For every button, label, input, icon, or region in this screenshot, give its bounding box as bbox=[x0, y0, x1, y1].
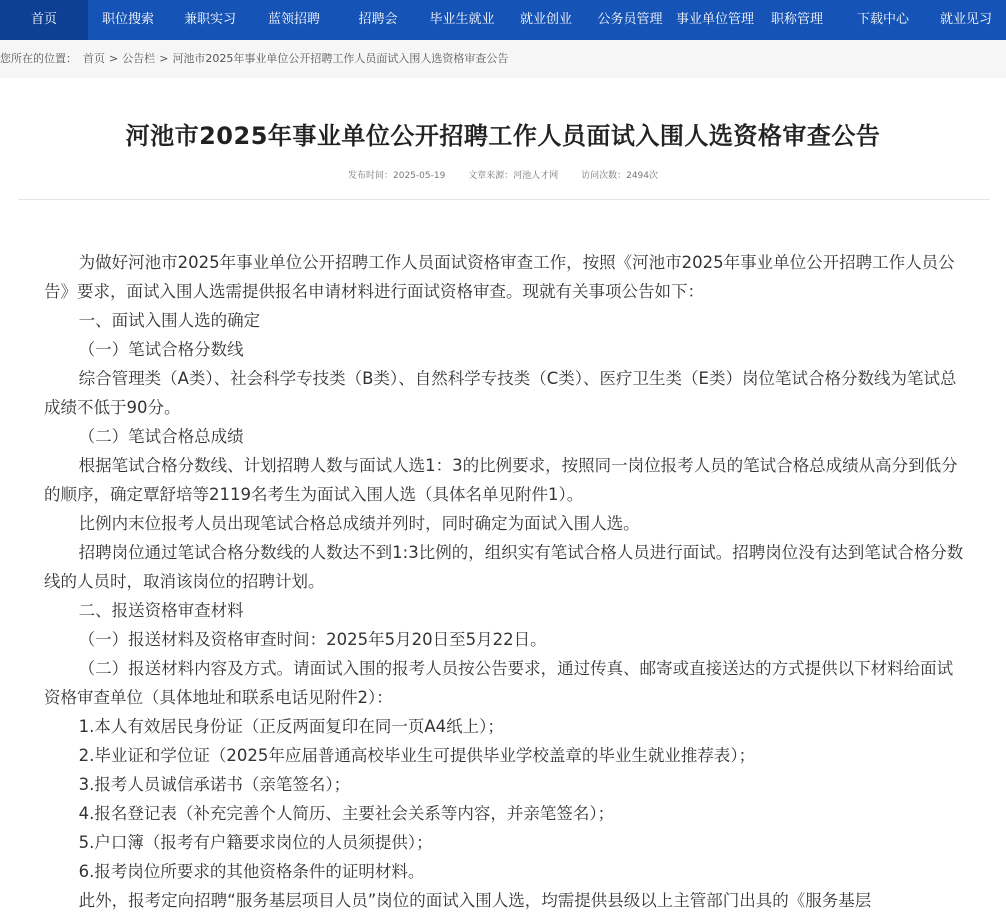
top-nav bbox=[0, 0, 1006, 40]
nav-item-blue-collar[interactable]: 蓝领招聘 bbox=[267, 12, 320, 27]
section-heading: 二、报送资格审查材料 bbox=[78, 601, 244, 620]
breadcrumb-current: 河池市2025年事业单位公开招聘工作人员面试入围人选资格审查公告 bbox=[172, 52, 509, 65]
material-list-item: 1.本人有效居民身份证（正反两面复印在同一页A4纸上）； bbox=[78, 717, 504, 736]
breadcrumb bbox=[0, 40, 1006, 78]
article-paragraph: （二）报送材料内容及方式。请面试入围的报考人员按公告要求，通过传真、邮寄或直接送达的方式提供以下材料给面试资格审查单位（具体地址和联系电话见附件2）： bbox=[44, 659, 954, 707]
visit-count-value: 2494次 bbox=[626, 171, 659, 181]
article-paragraph: 此外，报考定向招聘“服务基层项目人员”岗位的面试入围人选，均需提供县级以上主管部门出具的《服务基层 bbox=[78, 891, 872, 910]
nav-item-download-center[interactable]: 下载中心 bbox=[856, 12, 909, 27]
article-source-label: 文章来源： bbox=[468, 171, 514, 181]
article-content bbox=[44, 248, 968, 915]
breadcrumb-prefix: 您所在的位置： bbox=[0, 52, 77, 65]
publish-date-label: 发布时间： bbox=[347, 171, 393, 181]
visit-count-label: 访问次数： bbox=[581, 171, 627, 181]
nav-item-part-time[interactable]: 兼职实习 bbox=[183, 12, 236, 27]
breadcrumb-separator: > bbox=[109, 52, 119, 65]
article-meta bbox=[0, 168, 1006, 181]
subsection-heading: （二）笔试合格总成绩 bbox=[78, 427, 244, 446]
material-list-item: 6.报考岗位所要求的其他资格条件的证明材料。 bbox=[78, 862, 425, 881]
article-paragraph: 为做好河池市2025年事业单位公开招聘工作人员面试资格审查工作，按照《河池市2025年事业单位公开招聘工作人员公告》要求，面试入围人选需提供报名申请材料进行面试资格审查。现就有关事项公告如下： bbox=[44, 253, 955, 301]
article-paragraph: 根据笔试合格分数线、计划招聘人数与面试人选1：3的比例要求，按照同一岗位报考人员的笔试合格总成绩从高分到低分的顺序，确定覃舒培等2119名考生为面试入围人选（具体名单见附件1）。 bbox=[44, 456, 958, 504]
breadcrumb-section-link[interactable]: 公告栏 bbox=[122, 52, 156, 65]
nav-item-employment-entrepreneurship[interactable]: 就业创业 bbox=[519, 12, 572, 27]
nav-item-public-institution[interactable]: 事业单位管理 bbox=[675, 12, 754, 27]
material-list-item: 5.户口簿（报考有户籍要求岗位的人员须提供）； bbox=[78, 833, 433, 852]
publish-date bbox=[348, 171, 445, 181]
material-list-item: 2.毕业证和学位证（2025年应届普通高校毕业生可提供毕业学校盖章的毕业生就业推荐表）； bbox=[78, 746, 756, 765]
breadcrumb-separator: > bbox=[159, 52, 169, 65]
nav-item-job-fair[interactable]: 招聘会 bbox=[358, 12, 398, 27]
article-title: 河池市2025年事业单位公开招聘工作人员面试入围人选资格审查公告 bbox=[125, 122, 881, 150]
article-source bbox=[468, 171, 558, 181]
publish-date-value: 2025-05-19 bbox=[393, 171, 446, 181]
nav-item-civil-servant[interactable]: 公务员管理 bbox=[597, 12, 663, 27]
nav-item-graduate-employment[interactable]: 毕业生就业 bbox=[429, 12, 495, 27]
article-source-value: 河池人才网 bbox=[513, 171, 559, 181]
article-paragraph: 比例内末位报考人员出现笔试合格总成绩并列时，同时确定为面试入围人选。 bbox=[78, 514, 640, 533]
header-divider bbox=[18, 199, 990, 200]
nav-item-internship[interactable]: 就业见习 bbox=[939, 12, 992, 27]
material-list-item: 4.报名登记表（补充完善个人简历、主要社会关系等内容，并亲笔签名）； bbox=[78, 804, 615, 823]
article-paragraph: 招聘岗位通过笔试合格分数线的人数达不到1:3比例的，组织实有笔试合格人员进行面试。招聘岗位没有达到笔试合格分数线的人员时，取消该岗位的招聘计划。 bbox=[44, 543, 964, 591]
subsection-heading: （一）笔试合格分数线 bbox=[78, 340, 244, 359]
visit-count bbox=[581, 171, 658, 181]
nav-item-professional-title[interactable]: 职称管理 bbox=[770, 12, 823, 27]
nav-item-job-search[interactable]: 职位搜索 bbox=[101, 12, 154, 27]
subsection-heading: （一）报送材料及资格审查时间：2025年5月20日至5月22日。 bbox=[78, 630, 547, 649]
article-paragraph: 综合管理类（A类）、社会科学专技类（B类）、自然科学专技类（C类）、医疗卫生类（E类）岗位笔试合格分数线为笔试总成绩不低于90分。 bbox=[44, 369, 957, 417]
breadcrumb-home-link[interactable]: 首页 bbox=[83, 52, 105, 65]
nav-item-home[interactable]: 首页 bbox=[0, 0, 88, 40]
section-heading: 一、面试入围人选的确定 bbox=[78, 311, 261, 330]
material-list-item: 3.报考人员诚信承诺书（亲笔签名）； bbox=[78, 775, 351, 794]
